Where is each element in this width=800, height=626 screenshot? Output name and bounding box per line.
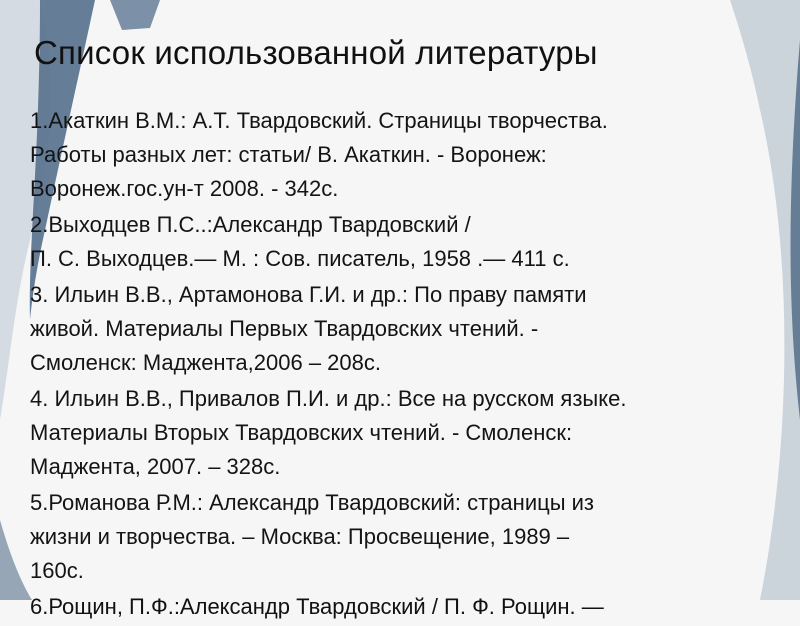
reference-item-4 bbox=[30, 382, 790, 484]
reference-item-6 bbox=[30, 590, 790, 624]
reference-line: 160с. bbox=[30, 558, 84, 583]
reference-line: 3. Ильин В.В., Артамонова Г.И. и др.: По праву памяти bbox=[30, 282, 587, 307]
reference-line: П. С. Выходцев.— М. : Сов. писатель, 1958 .— 411 с. bbox=[30, 246, 570, 271]
reference-line: 2.Выходцев П.С..:Александр Твардовский / bbox=[30, 212, 471, 237]
reference-line: Воронеж.гос.ун-т 2008. - 342с. bbox=[30, 176, 339, 201]
reference-item-3 bbox=[30, 278, 790, 380]
reference-line: 4. Ильин В.В., Привалов П.И. и др.: Все на русском языке. bbox=[30, 386, 627, 411]
reference-line: Смоленск: Маджента,2006 – 208с. bbox=[30, 350, 381, 375]
reference-line: Маджента, 2007. – 328с. bbox=[30, 454, 281, 479]
reference-line: живой. Материалы Первых Твардовских чтений. - bbox=[30, 316, 539, 341]
reference-line: 5.Романова Р.М.: Александр Твардовский: страницы из bbox=[30, 490, 595, 515]
reference-list bbox=[30, 104, 790, 626]
reference-line: Материалы Вторых Твардовских чтений. - Смоленск: bbox=[30, 420, 573, 445]
reference-line: 1.Акаткин В.М.: А.Т. Твардовский. Страницы творчества. bbox=[30, 108, 608, 133]
slide-title: Список использованной литературы bbox=[34, 34, 598, 71]
reference-line: жизни и творчества. – Москва: Просвещение, 1989 – bbox=[30, 524, 570, 549]
reference-item-1 bbox=[30, 104, 790, 206]
reference-item-5 bbox=[30, 486, 790, 588]
reference-item-2 bbox=[30, 208, 790, 276]
reference-line: 6.Рощин, П.Ф.:Александр Твардовский / П. Ф. Рощин. — bbox=[30, 594, 604, 619]
reference-line: Работы разных лет: статьи/ В. Акаткин. - Воронеж: bbox=[30, 142, 547, 167]
